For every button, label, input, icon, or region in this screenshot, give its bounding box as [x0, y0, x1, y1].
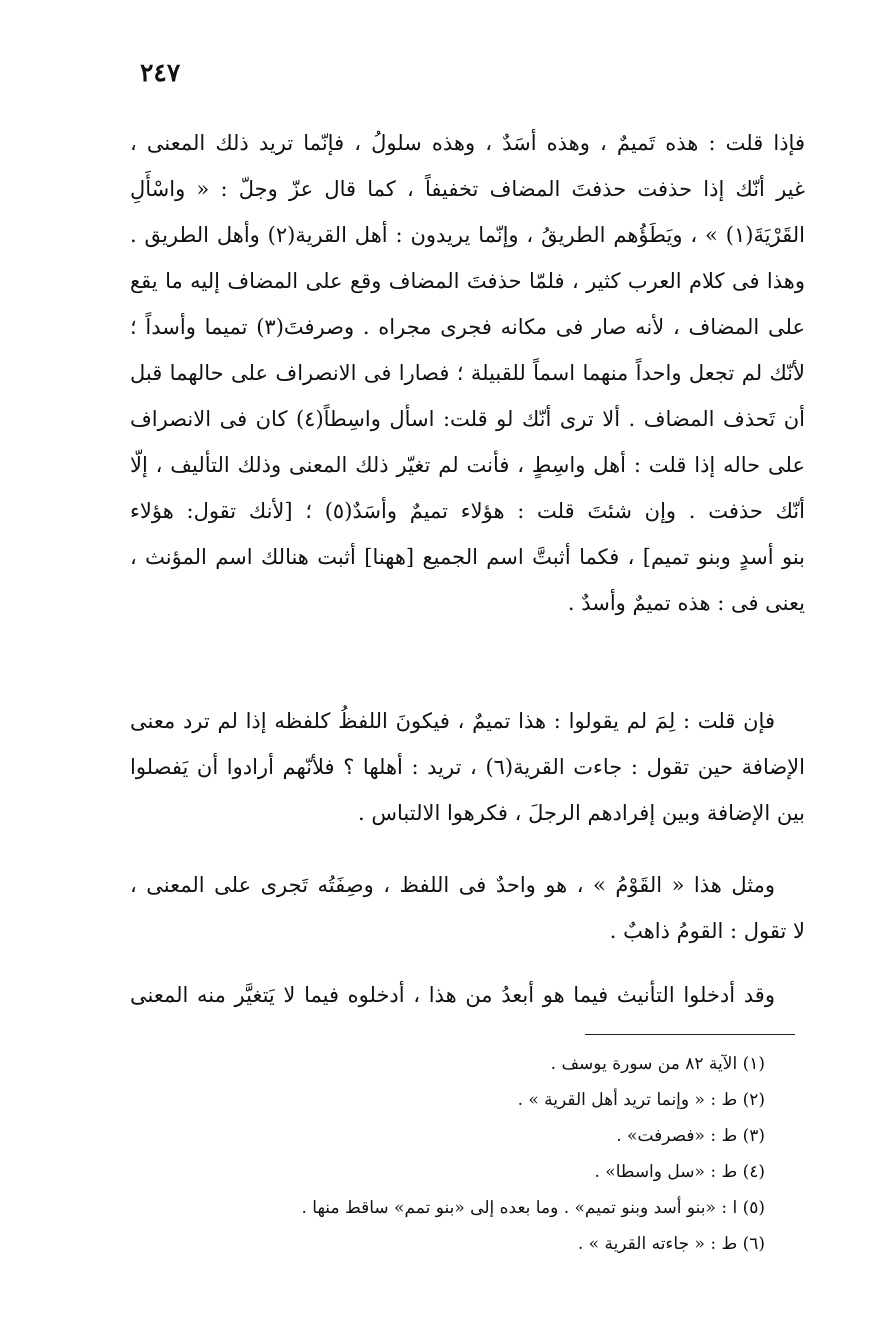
text-line: على المضاف ، لأنه صار فى مكانه فجرى مجراه . وصرفتَ(٣) تميما وأسداً ؛: [130, 315, 805, 339]
text-line: فإن قلت : لِمَ لم يقولوا : هذا تميمٌ ، فيكونَ اللفظُ كلفظه إذا لم ترد معنى: [130, 709, 775, 733]
text-line: لأنّك لم تجعل واحداً منهما اسماً للقبيلة ؛ فصارا فى الانصراف على حالهما قبل: [130, 361, 805, 385]
footnote: (١) الآية ٨٢ من سورة يوسف .: [550, 1054, 765, 1074]
paragraph-3: [130, 862, 805, 954]
footnote: (٢) ط : « وإنما تريد أهل القرية » .: [517, 1090, 765, 1110]
text-line: وقد أدخلوا التأنيث فيما هو أبعدُ من هذا ، أدخلوه فيما لا يَتغيَّر منه المعنى: [130, 983, 775, 1007]
text-line: يعنى فى : هذه تميمٌ وأسدٌ .: [567, 591, 805, 615]
paragraph-2: [130, 698, 805, 836]
footnotes: [140, 1046, 765, 1262]
text-line: ومثل هذا « القَوْمُ » ، هو واحدٌ فى اللفظ ، وصِفَتُه تَجرى على المعنى ،: [130, 873, 775, 897]
text-line: غير أنّك إذا حذفت حذفتَ المضاف تخفيفاً ، كما قال عزّ وجلّ : « واسْأَلِ: [130, 177, 805, 201]
footnote: (٣) ط : «فصرفت» .: [616, 1126, 765, 1146]
footnote-separator: [585, 1034, 795, 1035]
text-line: وهذا فى كلام العرب كثير ، فلمّا حذفتَ المضاف وقع على المضاف إليه ما يقع: [130, 269, 805, 293]
text-line: على حاله إذا قلت : أهل واسِطٍ ، فأنت لم تغيّر ذلك المعنى وذلك التأليف ، إلّا: [130, 453, 805, 477]
text-line: الإضافة حين تقول : جاءت القرية(٦) ، تريد : أهلها ؟ فلأنّهم أرادوا أن يَفصلوا: [130, 755, 805, 779]
footnote: (٤) ط : «سل واسطا» .: [594, 1162, 765, 1182]
paragraph-1: [130, 120, 805, 626]
text-line: لا تقول : القومُ ذاهبٌ .: [609, 919, 805, 943]
footnote: (٥) ا : «بنو أسد وبنو تميم» . وما بعده إلى «بنو تمم» ساقط منها .: [301, 1198, 765, 1218]
paragraph-4: [130, 972, 805, 1018]
text-line: بنو أسدٍ وبنو تميم] ، فكما أثبتَّ اسم الجميع [ههنا] أثبت هنالك اسم المؤنث ،: [130, 545, 805, 569]
page-number: ٢٤٧: [140, 58, 181, 87]
text-line: أن تَحذف المضاف . ألا ترى أنّك لو قلت: اسأل واسِطاً(٤) كان فى الانصراف: [130, 407, 805, 431]
text-line: بين الإضافة وبين إفرادهم الرجلَ ، فكرهوا الالتباس .: [358, 801, 805, 825]
footnote: (٦) ط : « جاءته القرية » .: [577, 1234, 765, 1254]
text-line: القَرْيَةَ(١) » ، ويَطَؤُهم الطريقُ ، وإنّما يريدون : أهل القرية(٢) وأهل الطريق .: [130, 223, 805, 247]
text-line: أنّك حذفت . وإن شئتَ قلت : هؤلاء تميمٌ وأسَدٌ(٥) ؛ [لأنك تقول: هؤلاء: [130, 499, 805, 523]
text-line: فإذا قلت : هذه تَميمٌ ، وهذه أسَدٌ ، وهذه سلولُ ، فإنّما تريد ذلك المعنى ،: [130, 131, 805, 155]
